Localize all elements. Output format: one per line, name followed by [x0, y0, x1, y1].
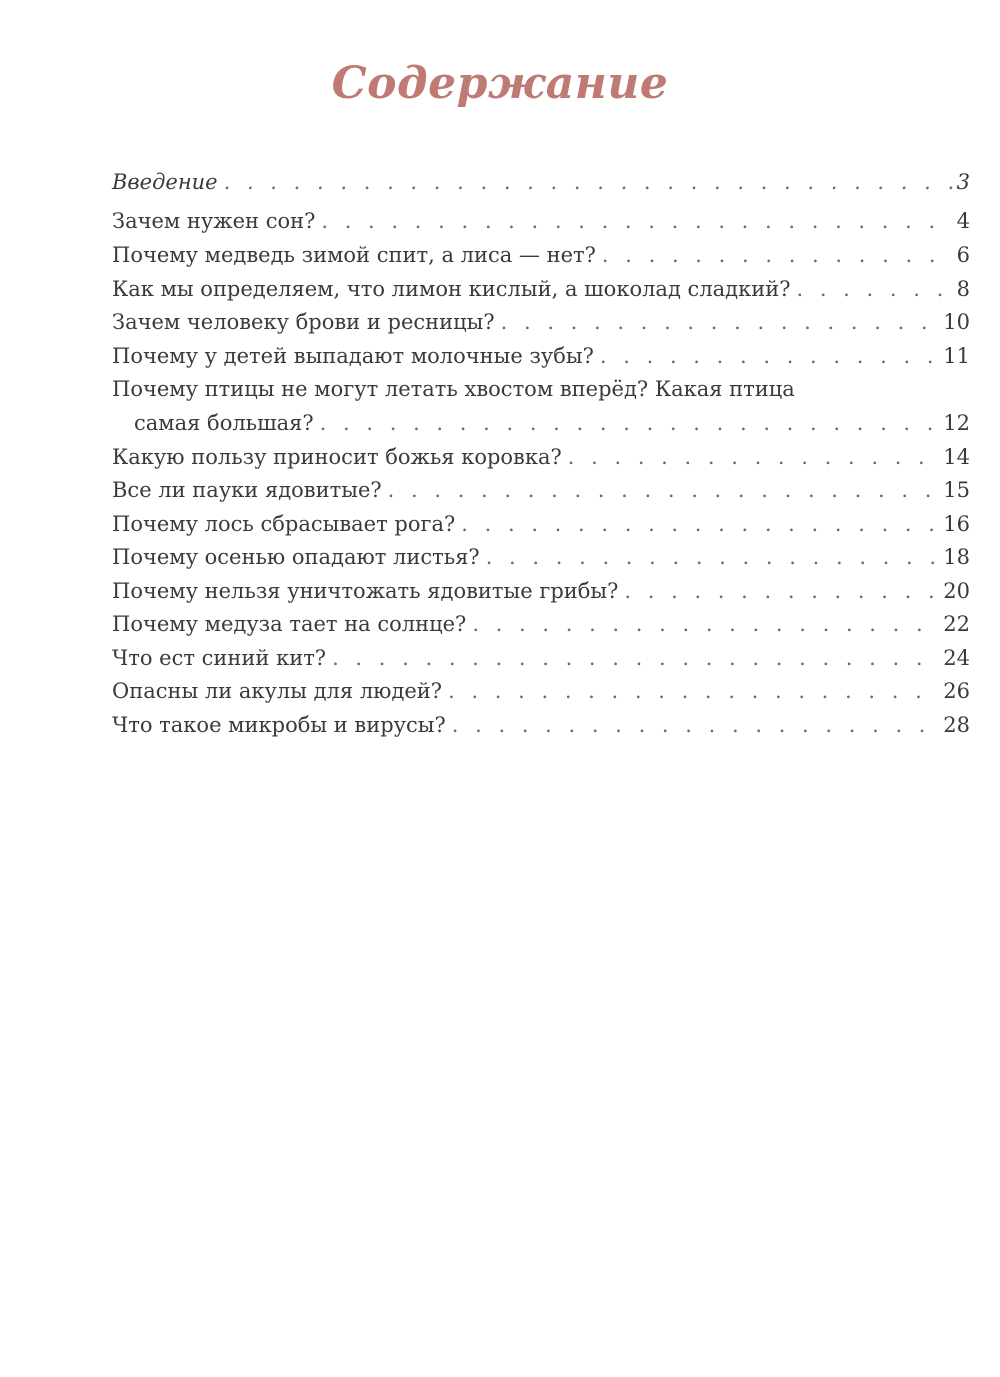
toc-page-number: 18 [943, 545, 970, 569]
toc-entry[interactable] [112, 644, 970, 672]
toc-page-number: 3 [956, 170, 970, 194]
toc-entry-title: Какую пользу приносит божья коровка? [112, 445, 562, 469]
toc-page-number: 28 [943, 713, 970, 737]
toc-entry-title: Почему медведь зимой спит, а лиса — нет? [112, 243, 596, 267]
toc-entry-title: Почему медуза тает на солнце? [112, 612, 467, 636]
toc-entry-two-line[interactable] [112, 375, 970, 437]
dot-leader [602, 241, 953, 269]
toc-page-number: 6 [956, 243, 970, 267]
dot-leader [332, 644, 939, 672]
toc-entry[interactable] [112, 342, 970, 370]
toc-page-number: 22 [943, 612, 970, 636]
toc-page-number: 10 [943, 310, 970, 334]
page-title: Содержание [331, 58, 669, 109]
toc-entry[interactable] [112, 241, 970, 269]
toc-entry-title-line2: самая большая? [134, 411, 314, 435]
toc-entry[interactable] [112, 677, 970, 705]
toc-entry-title: Зачем нужен сон? [112, 209, 316, 233]
toc-page-number: 14 [943, 445, 970, 469]
toc-entry[interactable] [112, 443, 970, 471]
toc-entry[interactable] [112, 308, 970, 336]
toc-entry[interactable] [112, 275, 970, 303]
toc-page-number: 26 [943, 679, 970, 703]
toc-page-number: 8 [956, 277, 970, 301]
dot-leader [796, 275, 952, 303]
toc-entry[interactable] [112, 207, 970, 235]
toc-entry-title: Опасны ли акулы для людей? [112, 679, 443, 703]
toc-page-number: 12 [943, 411, 970, 435]
toc-entry[interactable] [112, 577, 970, 605]
dot-leader [624, 577, 939, 605]
toc-page-number: 11 [943, 344, 970, 368]
dot-leader [600, 342, 939, 370]
toc-page-number: 24 [943, 646, 970, 670]
toc-page-number: 16 [943, 512, 970, 536]
toc-entry-title: Почему осенью опадают листья? [112, 545, 480, 569]
toc-entry-title: Все ли пауки ядовитые? [112, 478, 382, 502]
dot-leader [501, 308, 940, 336]
toc-entry-title: Что ест синий кит? [112, 646, 327, 670]
toc-entry[interactable] [112, 476, 970, 504]
dot-leader [452, 711, 939, 739]
toc-entry-title: Что такое микробы и вирусы? [112, 713, 446, 737]
dot-leader [388, 476, 940, 504]
toc-entry-title: Почему нельзя уничтожать ядовитые грибы? [112, 579, 619, 603]
dot-leader [461, 510, 939, 538]
toc-page-number: 4 [956, 209, 970, 233]
toc-entry[interactable] [112, 510, 970, 538]
dot-leader [321, 207, 952, 235]
dot-leader [320, 409, 940, 437]
toc-page-number: 15 [943, 478, 970, 502]
toc-entry[interactable] [112, 543, 970, 571]
toc-entry-title: Зачем человеку брови и ресницы? [112, 310, 495, 334]
dot-leader [568, 443, 939, 471]
toc-entry[interactable] [112, 711, 970, 739]
toc-entry-title: Почему лось сбрасывает рога? [112, 512, 456, 536]
toc-entry-title: Как мы определяем, что лимон кислый, а шоколад сладкий? [112, 277, 791, 301]
dot-leader [472, 610, 939, 638]
dot-leader [224, 168, 953, 196]
dot-leader [486, 543, 940, 571]
toc-entry-title: Введение [112, 170, 218, 194]
toc-page-number: 20 [943, 579, 970, 603]
toc-entry-title: Почему у детей выпадают молочные зубы? [112, 344, 594, 368]
toc-entry-intro[interactable] [112, 168, 970, 196]
dot-leader [448, 677, 939, 705]
toc-entry[interactable] [112, 610, 970, 638]
toc-entry-title-line1: Почему птицы не могут летать хвостом вперёд? Какая птица [112, 377, 795, 401]
